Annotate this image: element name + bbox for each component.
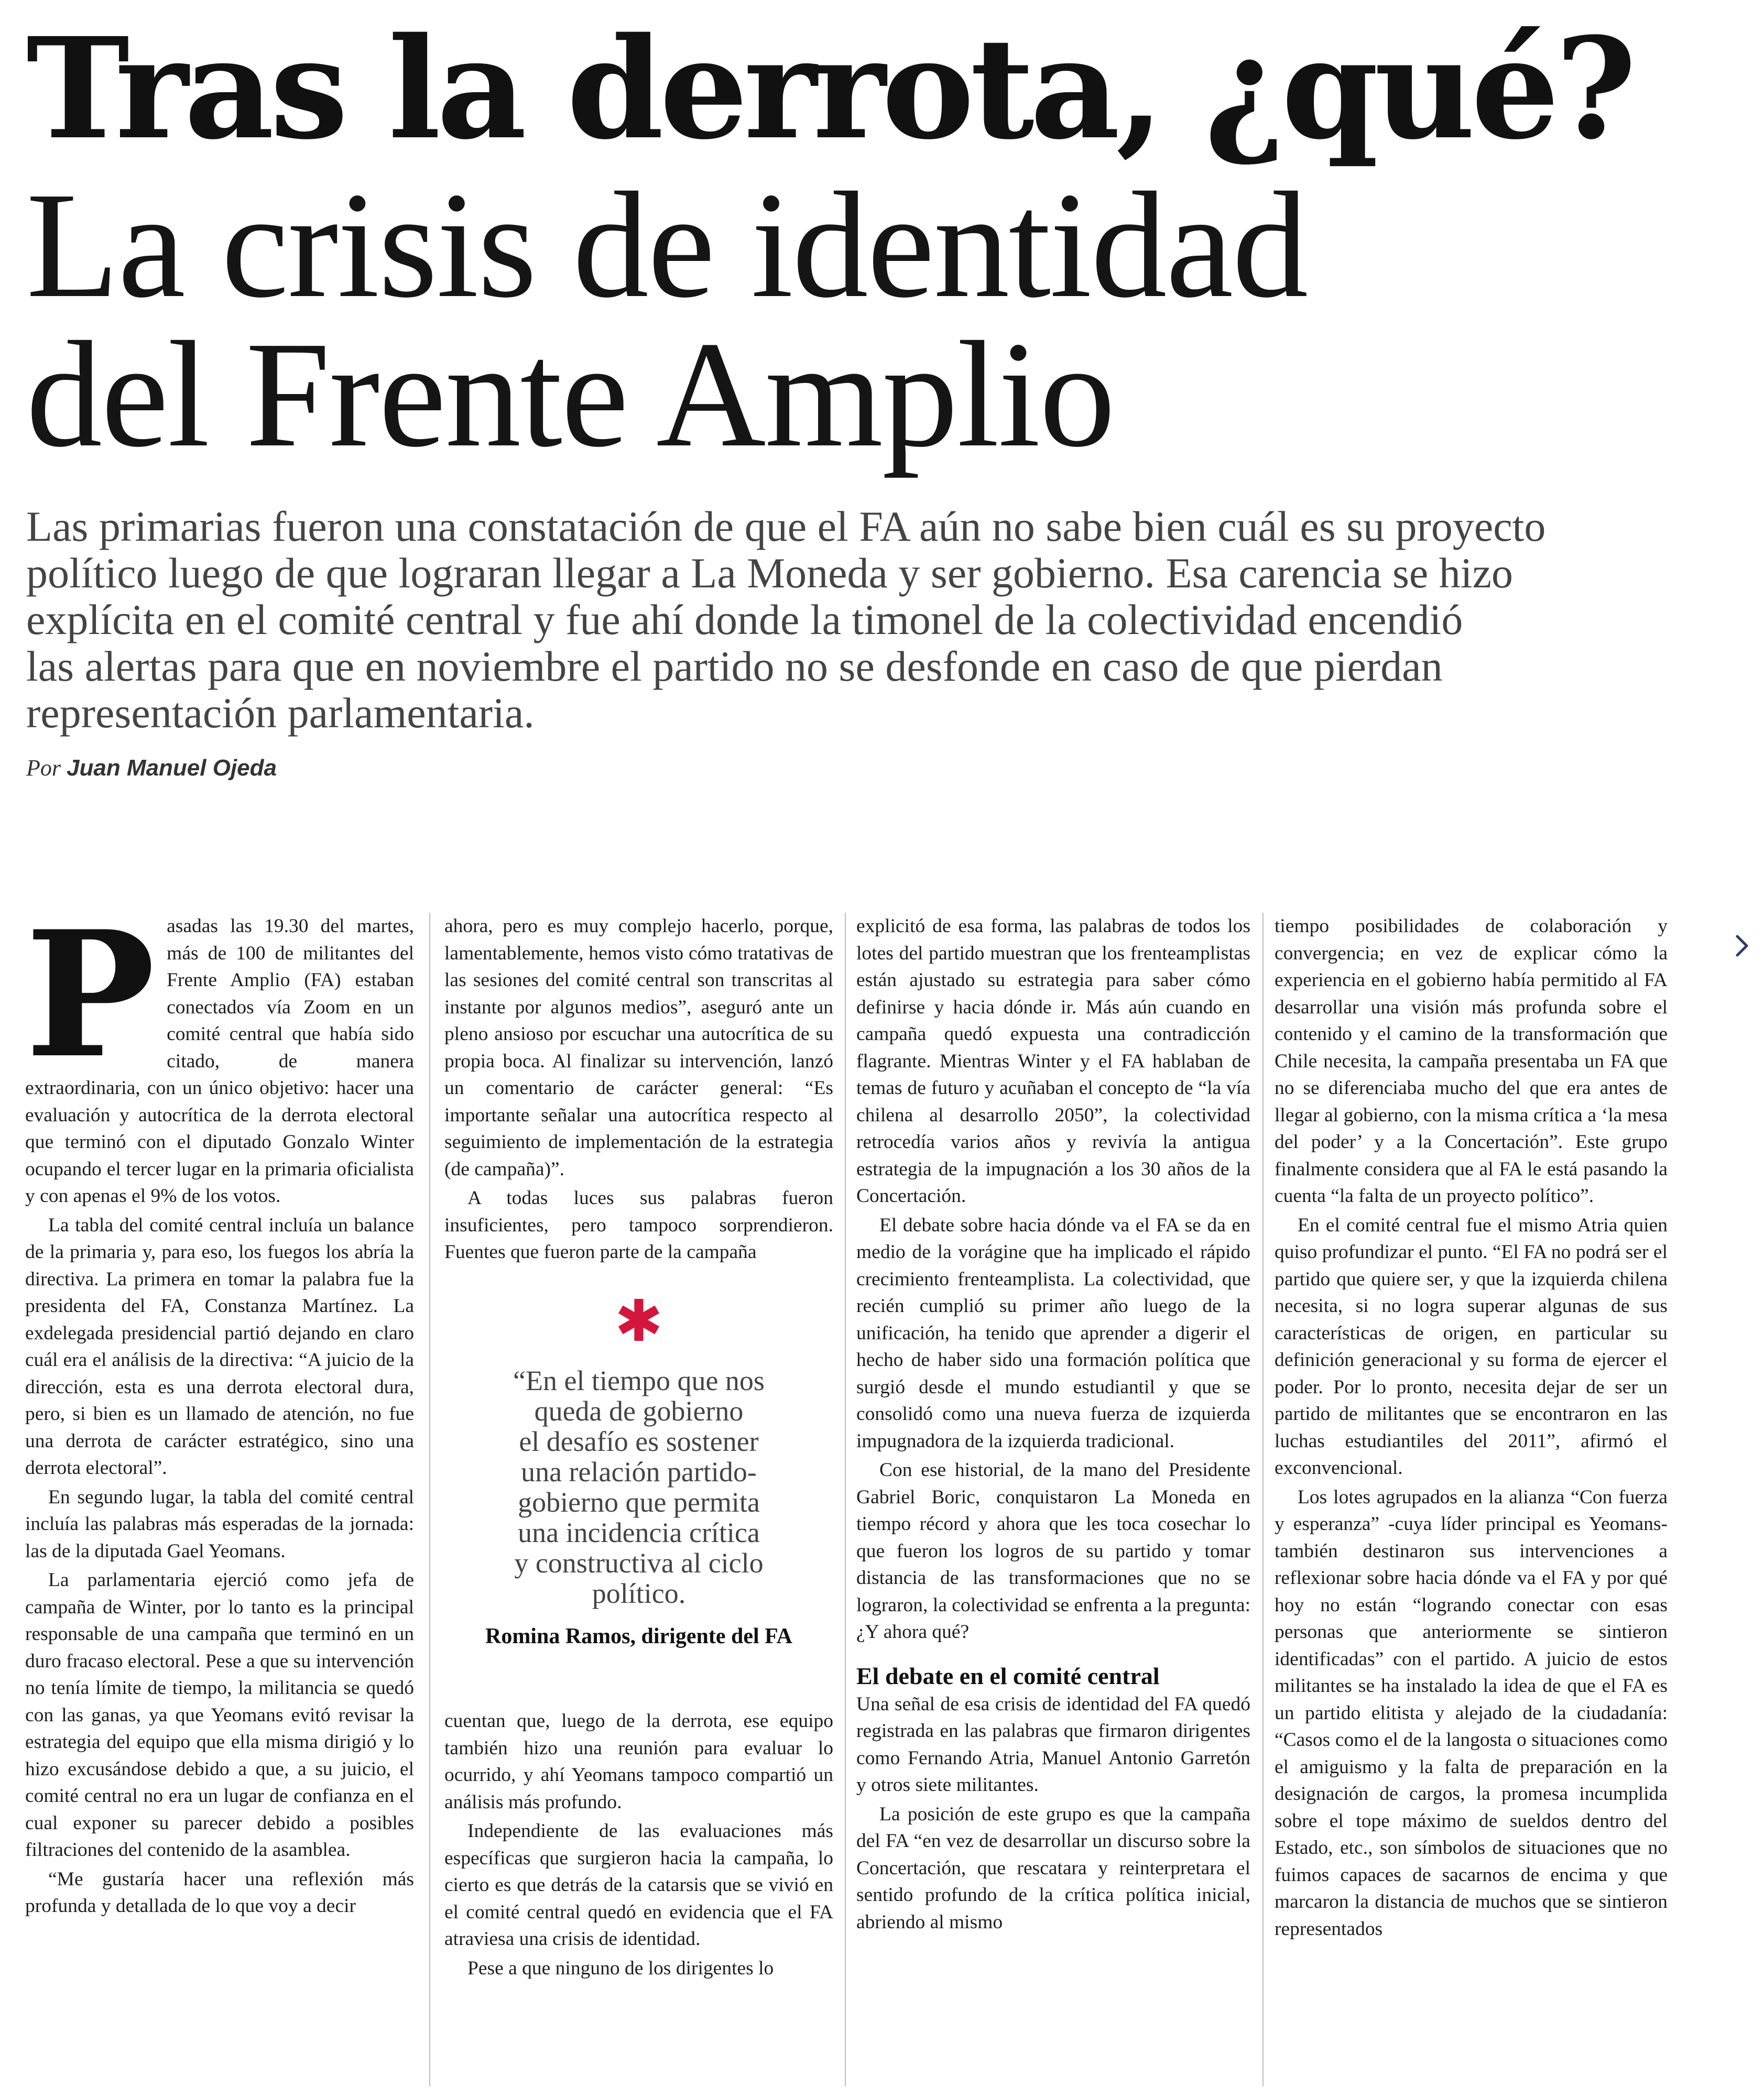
quote-line: una relación partido-: [521, 1456, 757, 1488]
body-paragraph: La posición de este grupo es que la campaña del FA “en vez de desarrollar un discurso sobre la Concertación, que rescatara y reinterpretara el sentido profundo de la crítica política inicial, abriendo al mismo: [856, 1803, 1250, 1933]
quote-line: gobierno que permita: [518, 1486, 760, 1518]
body-paragraph: tiempo posibilidades de colaboración y convergencia; en vez de explicar cómo la experiencia en el gobierno había permitido al FA desarrollar una visión más profunda sobre el contenido y el camino de la transformación que Chile necesita, la campaña presentaba un FA que no se diferenciaba mucho del que era antes de llegar al gobierno, con la misma crítica a ‘la mesa del poder’ y a la Concertación”. Este grupo finalmente considera que al FA le está pasando la cuenta “la falta de un proyecto político”.: [1275, 915, 1668, 1207]
body-paragraph: A todas luces sus palabras fueron insuficientes, pero tampoco sorprendieron. Fuentes que fueron parte de la campaña: [444, 1187, 833, 1263]
column-divider: [1262, 913, 1264, 2086]
body-paragraph: Los lotes agrupados en la alianza “Con fuerza y esperanza” -cuya líder principal es Yeomans- también destinaron sus intervenciones a reflexionar sobre hacia dónde va el FA y por qué hoy no están “logrando conectar con esas personas que anteriormente se sintieron identificadas” con el partido. A juicio de estos militantes se ha instalado la idea de que el FA es un partido elitista y alejado de la ciudadanía: “Casos como el de la langosta o situaciones como el amiguismo y la falta de preparación en la designación de cargos, la promesa incumplida sobre el tope máximo de sueldos dentro del Estado, etc., son símbolos de situaciones que no fuimos capaces de sacarnos de encima y que marcaron la distancia de muchos que se sintieron representados: [1275, 1486, 1668, 1940]
drop-cap: P: [25, 913, 156, 1096]
article-column-4: [1275, 913, 1668, 2086]
body-paragraph: ahora, pero es muy complejo hacerlo, porque, lamentablemente, hemos visto cómo tratativas de las sesiones del comité central son transcritas al instante por algunos medios”, aseguró ante un pleno ansioso por escuchar una autocrítica de su propia boca. Al finalizar su intervención, lanzó un comentario de carácter general: “Es importante señalar una autocrítica respecto al seguimiento de implementación de la estrategia (de campaña)”.: [444, 915, 833, 1180]
lead-line: las alertas para que en noviembre el partido no se desfonde en caso de que pierdan: [26, 642, 1443, 690]
lead-paragraph: [26, 503, 1693, 736]
quote-line: queda de gobierno: [534, 1395, 744, 1427]
body-paragraph: Independiente de las evaluaciones más específicas que surgieron hacia la campaña, lo cierto es que detrás de la catarsis que se vivió en el comité central quedó en evidencia que el FA atraviesa una crisis de identidad.: [444, 1820, 833, 1950]
lead-line: Las primarias fueron una constatación de que el FA aún no sabe bien cuál es su proyecto: [26, 502, 1546, 550]
quote-line: una incidencia crítica: [518, 1516, 760, 1548]
body-paragraph: La parlamentaria ejerció como jefa de campaña de Winter, por lo tanto es la principal responsable de una campaña que terminó en un duro fracaso electoral. Pese a que su intervención no tenía límite de tiempo, la militancia se quedó con las ganas, ya que Yeomans evitó revisar la estrategia del equipo que ella misma dirigió y lo hizo excusándose debido a que, a su juicio, el comité central no era un lugar de confianza en el cual exponer su parecer debido a posibles filtraciones del contenido de la asamblea.: [25, 1569, 414, 1861]
body-paragraph: cuentan que, luego de la derrota, ese equipo también hizo una reunión para evaluar lo ocurrido, y ahí Yeomans tampoco compartió un análisis más profundo.: [444, 1710, 833, 1813]
subhead: [26, 161, 1308, 478]
body-paragraph: La tabla del comité central incluía un balance de la primaria y, para eso, los fuegos los abría la directiva. La primera en tomar la palabra fue la presidenta del FA, Constanza Martínez. La exdelegada presidencial partió dejando en claro cuál era el análisis de la directiva: “A juicio de la dirección, esta es una derrota electoral dura, pero, si bien es un llamado de atención, no fue una derrota de carácter estratégico, sino una derrota electoral”.: [25, 1214, 414, 1479]
lead-line: político luego de que lograran llegar a La Moneda y ser gobierno. Esa carencia se hizo: [26, 549, 1513, 597]
lead-line: representación parlamentaria.: [26, 689, 535, 737]
body-paragraph: “Me gustaría hacer una reflexión más profunda y detallada de lo que voy a decir: [25, 1868, 414, 1917]
column-divider: [429, 913, 430, 2086]
column-divider: [845, 913, 846, 2086]
byline-author: Juan Manuel Ojeda: [67, 755, 277, 781]
quote-line: el desafío es sostener: [519, 1425, 759, 1457]
body-paragraph: [25, 913, 414, 1210]
section-heading: El debate en el comité central: [856, 1662, 1160, 1689]
paragraph-text: asadas las 19.30 del martes, más de 100 de militantes del Frente Amplio (FA) estaban conectados vía Zoom en un comité central que había sido citado, de manera extraordinaria, con un único objetivo: hacer una evaluación y autocrítica de la derrota electoral que terminó con el diputado Gonzalo Winter ocupando el tercer lugar en la primaria oficialista y con apenas el 9% de los votos.: [25, 915, 414, 1207]
headline: Tras la derrota, ¿qué?: [26, 7, 1632, 170]
subhead-line: del Frente Amplio: [26, 310, 1115, 478]
article-column-2: [444, 913, 833, 2086]
next-page-button[interactable]: [1732, 930, 1753, 961]
article-column-3: [856, 913, 1250, 2086]
pull-quote-text: [465, 1365, 812, 1609]
body-paragraph: Pese a que ninguno de los dirigentes lo: [467, 1957, 774, 1979]
pull-quote-source: Romina Ramos, dirigente del FA: [485, 1624, 792, 1648]
article-column-1: [25, 913, 414, 2086]
pull-quote: [444, 1287, 833, 1651]
asterisk-icon: ✱: [614, 1287, 663, 1354]
body-paragraph: Con ese historial, de la mano del Presidente Gabriel Boric, conquistaron La Moneda en tiempo récord y ahora que les toca cosechar lo que fueron los logros de su partido y tomar distancia de las transformaciones que no se lograron, la colectividad se enfrenta a la pregunta: ¿Y ahora qué?: [856, 1459, 1250, 1643]
quote-line: y constructiva al ciclo: [514, 1547, 764, 1579]
quote-line: “En el tiempo que nos: [513, 1364, 765, 1396]
lead-line: explícita en el comité central y fue ahí donde la timonel de la colectividad encendió: [26, 596, 1463, 643]
body-paragraph: En el comité central fue el mismo Atria quien quiso profundizar el punto. “El FA no podrá ser el partido que quiere ser, y que la izquierda chilena necesita, si no logra superar algunas de sus características de origen, en particular su definición generacional y su forma de ejercer el poder. Por lo pronto, necesita dejar de ser un partido de militantes que se encontraron en las luchas estudiantiles del 2011”, afirmó el exconvencional.: [1275, 1214, 1668, 1479]
byline-prefix: Por: [26, 755, 61, 781]
chevron-right-icon: [1732, 930, 1753, 961]
body-paragraph: El debate sobre hacia dónde va el FA se da en medio de la vorágine que ha implicado el rápido crecimiento frenteamplista. La colectividad, que recién cumplió su primer año luego de la unificación, ha tenido que aprender a digerir el hecho de haber sido una formación política que surgió desde el mundo estudiantil y que se consolidó como una nueva fuerza de izquierda impugnadora de la izquierda tradicional.: [856, 1214, 1250, 1452]
subhead-line: La crisis de identidad: [26, 161, 1308, 329]
body-paragraph: explicitó de esa forma, las palabras de todos los lotes del partido muestran que los frenteamplistas están ajustado su estrategia para saber cómo definirse y hacia dónde ir. Más aún cuando en campaña quedó expuesta una contradicción flagrante. Mientras Winter y el FA hablaban de temas de futuro y acuñaban el concepto de “la vía chilena al desarrollo 2050”, la colectividad retrocedía varios años y revivía la antigua estrategia de la impugnación a los 30 años de la Concertación.: [856, 915, 1250, 1207]
body-paragraph: En segundo lugar, la tabla del comité central incluía las palabras más esperadas de la jornada: las de la diputada Gael Yeomans.: [25, 1486, 414, 1562]
byline: [26, 755, 277, 781]
quote-line: político.: [592, 1577, 686, 1609]
body-paragraph: Una señal de esa crisis de identidad del FA quedó registrada en las palabras que firmaron dirigentes como Fernando Atria, Manuel Antonio Garretón y otros siete militantes.: [856, 1693, 1250, 1796]
